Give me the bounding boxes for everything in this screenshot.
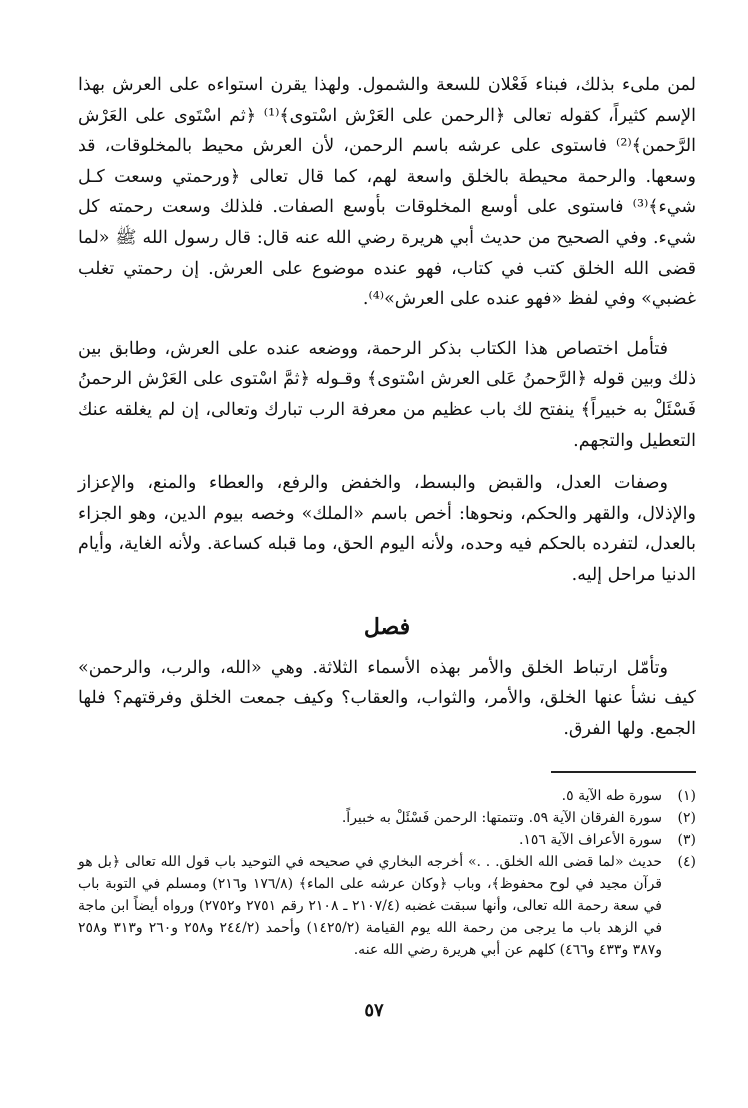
page-number: ٥٧: [364, 1000, 384, 1021]
paragraph-4: وتأمّل ارتباط الخلق والأمر بهذه الأسماء الثلاثة. وهي «الله، والرب، والرحمن» كيف نشأ عنها الخلق، والأمر، والثواب، والعقاب؟ وكيف جمعت الخلق وفرقتهم؟ فلها الجمع. ولها الفرق.: [78, 657, 696, 739]
main-text: [78, 70, 696, 744]
footnote-separator: [551, 771, 696, 773]
footnote-text: سورة الأعراف الآية ١٥٦.: [518, 832, 662, 848]
footnote-number: (٢): [677, 810, 696, 826]
footnote-2: [78, 807, 696, 829]
section-heading: فصل: [363, 613, 411, 640]
footnote-number: (٤): [677, 854, 696, 870]
paragraph-1: لمن ملىء بذلك، فبناء فَعْلان للسعة والشمول. ولهذا يقرن استواءه على العرش بهذا الإسم كثيراً، كقوله تعالى ﴿الرحمن على العَرْش اسْتوى﴾⁽¹⁾ ﴿ثم اسْتَوى على العَرْش الرَّحمن﴾⁽²⁾ فاستوى على عرشه باسم الرحمن، لأن العرش محيط بالمخلوقات، قد وسعها. والرحمة محيطة بالخلق واسعة لهم، كما قال تعالى ﴿ورحمتي وسعت كـل شيء﴾⁽³⁾ فاستوى على أوسع المخلوقات بأوسع الصفات. فلذلك وسعت رحمته كل شيء. وفي الصحيح من حديث أبي هريرة رضي الله عنه قال: قال رسول الله ﷺ «لما قضى الله الخلق كتب في كتاب، فهو عنده موضوع على العرش. إن رحمتي تغلب غضبي» وفي لفظ «فهو عنده على العرش»⁽⁴⁾.: [78, 75, 696, 310]
footnote-number: (١): [677, 788, 696, 804]
paragraph-3: وصفات العدل، والقبض والبسط، والخفض والرفع، والعطاء والمنع، والإعزاز والإذلال، والقهر والحكم، ونحوها: أخص باسم «الملك» وخصه بيوم الدين، وهو الجزاء بالعدل، لتفرده بالحكم فيه وحده، ولأنه اليوم الحق، وما قبله كساعة. ولأنه الغاية، وأيام الدنيا مراحل إليه.: [78, 473, 696, 585]
footnote-text: سورة طه الآية ٥.: [561, 788, 662, 804]
paragraph-2: فتأمل اختصاص هذا الكتاب بذكر الرحمة، ووضعه عنده على العرش، وطابق بين ذلك وبين قوله ﴿الرَّحمنُ عَلى العرش اسْتوى﴾ وقـوله ﴿ثمَّ اسْتوى على العَرْش الرحمنُ فَسْئَلْ به خبيراً﴾ ينفتح لك باب عظيم من معرفة الرب تبارك وتعالى، إن لم يغلقه عنك التعطيل والتجهم.: [78, 338, 696, 451]
footnote-4: [78, 851, 696, 961]
footnote-number: (٣): [677, 832, 696, 848]
footnote-1: [78, 785, 696, 807]
footnote-text: سورة الفرقان الآية ٥٩. وتتمتها: الرحمن فَسْئَلْ به خبيراً.: [341, 810, 662, 826]
footnote-3: [78, 829, 696, 851]
footnotes: [78, 785, 696, 961]
footnote-text: حديث «لما قضى الله الخلق. . .» أخرجه البخاري في صحيحه في التوحيد باب قول الله تعالى ﴿بل هو قرآن مجيد في لوح محفوظ﴾، وباب ﴿وكان عرشه على الماء﴾ (١٧٦/٨ و٢١٦) ومسلم في التوبة باب في سعة رحمة الله تعالى، وأنها سبقت غضبه (٢١٠٧/٤ ـ ٢١٠٨ رقم ٢٧٥١ و٢٧٥٢) ورواه أيضاً ابن ماجة في الزهد باب ما يرجى من رحمة الله يوم القيامة (١٤٢٥/٢) وأحمد (٢٤٤/٢ و٢٥٨ و٢٦٠ و٣١٣ و٢٥٨ و٣٨٧ و٤٣٣ و٤٦٦) كلهم عن أبي هريرة رضي الله عنه.: [78, 854, 663, 958]
